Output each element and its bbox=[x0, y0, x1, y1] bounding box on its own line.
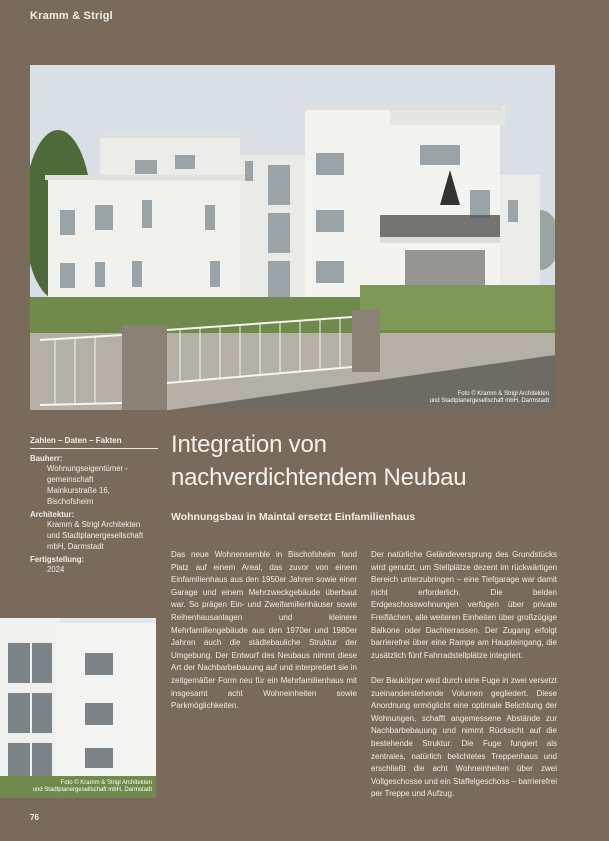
secondary-photo-caption bbox=[33, 780, 152, 794]
fact-value-bauherr bbox=[30, 463, 158, 507]
article-column-2 bbox=[371, 549, 557, 813]
fact-label-bauherr: Bauherr: bbox=[30, 454, 63, 463]
photo2-caption-line-1: Foto © Kramm & Strigl Architekten bbox=[60, 780, 152, 786]
hero-caption-line-1: Foto © Kramm & Strigl Architekten bbox=[457, 391, 549, 397]
fact-line: mbH, Darmstadt bbox=[47, 542, 104, 551]
fact-line: Mainkurstraße 16, bbox=[47, 486, 110, 495]
fact-line: Wohnungseigentümer - bbox=[47, 464, 128, 473]
facts-sidebar bbox=[30, 436, 158, 575]
fact-line: Bischofsheim bbox=[47, 497, 94, 506]
title-line-1: Integration von bbox=[171, 431, 327, 458]
brand-label: Kramm & Strigl bbox=[30, 10, 113, 22]
fact-line: und Stadtplanergesellschaft bbox=[47, 531, 144, 540]
fact-line: gemeinschaft bbox=[47, 475, 94, 484]
hero-photo-caption bbox=[430, 391, 549, 405]
facade-illustration bbox=[0, 618, 156, 798]
paragraph: Der natürliche Geländeversprung des Grundstücks wird genutzt, um Stellplätze dezent im rückwärtigen Bereich unterzubringen – eine Tiefgarage war damit nicht erforderlich. Die beiden Erdgeschosswohnungen verfügen über private Freiflächen, alle weiteren Einheiten über großzügige Balkone oder Dachterrassen. Der Zugang erfolgt barrierefrei über eine Rampe am Haupteingang, die zusätzlich fünf Fahrradstellplätze integriert. bbox=[371, 550, 557, 660]
facts-heading: Zahlen – Daten – Fakten bbox=[30, 436, 158, 449]
building-illustration bbox=[30, 65, 555, 410]
paragraph: Das neue Wohnensemble in Bischofsheim fand Platz auf einem Areal, das zuvor von einem Einfamilienhaus aus den 1950er Jahren sowie einer Garage und einem Mehrzweckgebäude überbaut war. So prägen Ein- und Zweifamilienhäuser sowie Reihenhausanlagen und kleinere Mehrfamiliengebäude aus den 1970er und 1980er Jahren auch die städtebauliche Struktur der Umgebung. Der Entwurf des Neubaus nimmt diese Art der Nachbarbebauung auf und interpretiert sie in zeitgemäßer Form neu für ein Mehrfamilienhaus mit insgesamt acht Wohneinheiten sowie Parkmöglichkeiten. bbox=[171, 550, 357, 711]
fact-line: Kramm & Strigl Architekten bbox=[47, 520, 141, 529]
fact-value-fertigstellung bbox=[30, 564, 158, 575]
article-title bbox=[171, 428, 571, 494]
paragraph: Der Baukörper wird durch eine Fuge in zwei versetzt zueinanderstehende Volumen gegliedert. Diese Anordnung ermöglicht eine optimale Belichtung der Wohnungen, schafft angemessene Abstände zur Nachbarbebauung und nimmt Rücksicht auf die bestehende Struktur. Die Fuge fungiert als zentrales, natürlich belichtetes Treppenhaus und erschließt die acht Wohneinheiten über zwei Vollgeschosse und ein Staffelgeschoss – barrierefrei per Treppe und Aufzug. bbox=[371, 675, 557, 799]
fact-value-architektur bbox=[30, 519, 158, 552]
article-subtitle: Wohnungsbau in Maintal ersetzt Einfamilienhaus bbox=[171, 511, 416, 523]
page-number: 76 bbox=[30, 813, 39, 822]
fact-label-fertigstellung: Fertigstellung: bbox=[30, 555, 85, 564]
hero-caption-line-2: und Stadtplanergesellschaft mbH, Darmstadt bbox=[429, 398, 549, 404]
fact-label-architektur: Architektur: bbox=[30, 510, 75, 519]
fact-line: 2024 bbox=[47, 565, 65, 574]
photo2-caption-line-2: und Stadtplanergesellschaft mbH, Darmstadt bbox=[32, 787, 152, 793]
title-line-2: nachverdichtendem Neubau bbox=[171, 464, 467, 491]
secondary-photo bbox=[0, 618, 156, 798]
hero-photo bbox=[30, 65, 555, 410]
article-column-1 bbox=[171, 549, 357, 725]
